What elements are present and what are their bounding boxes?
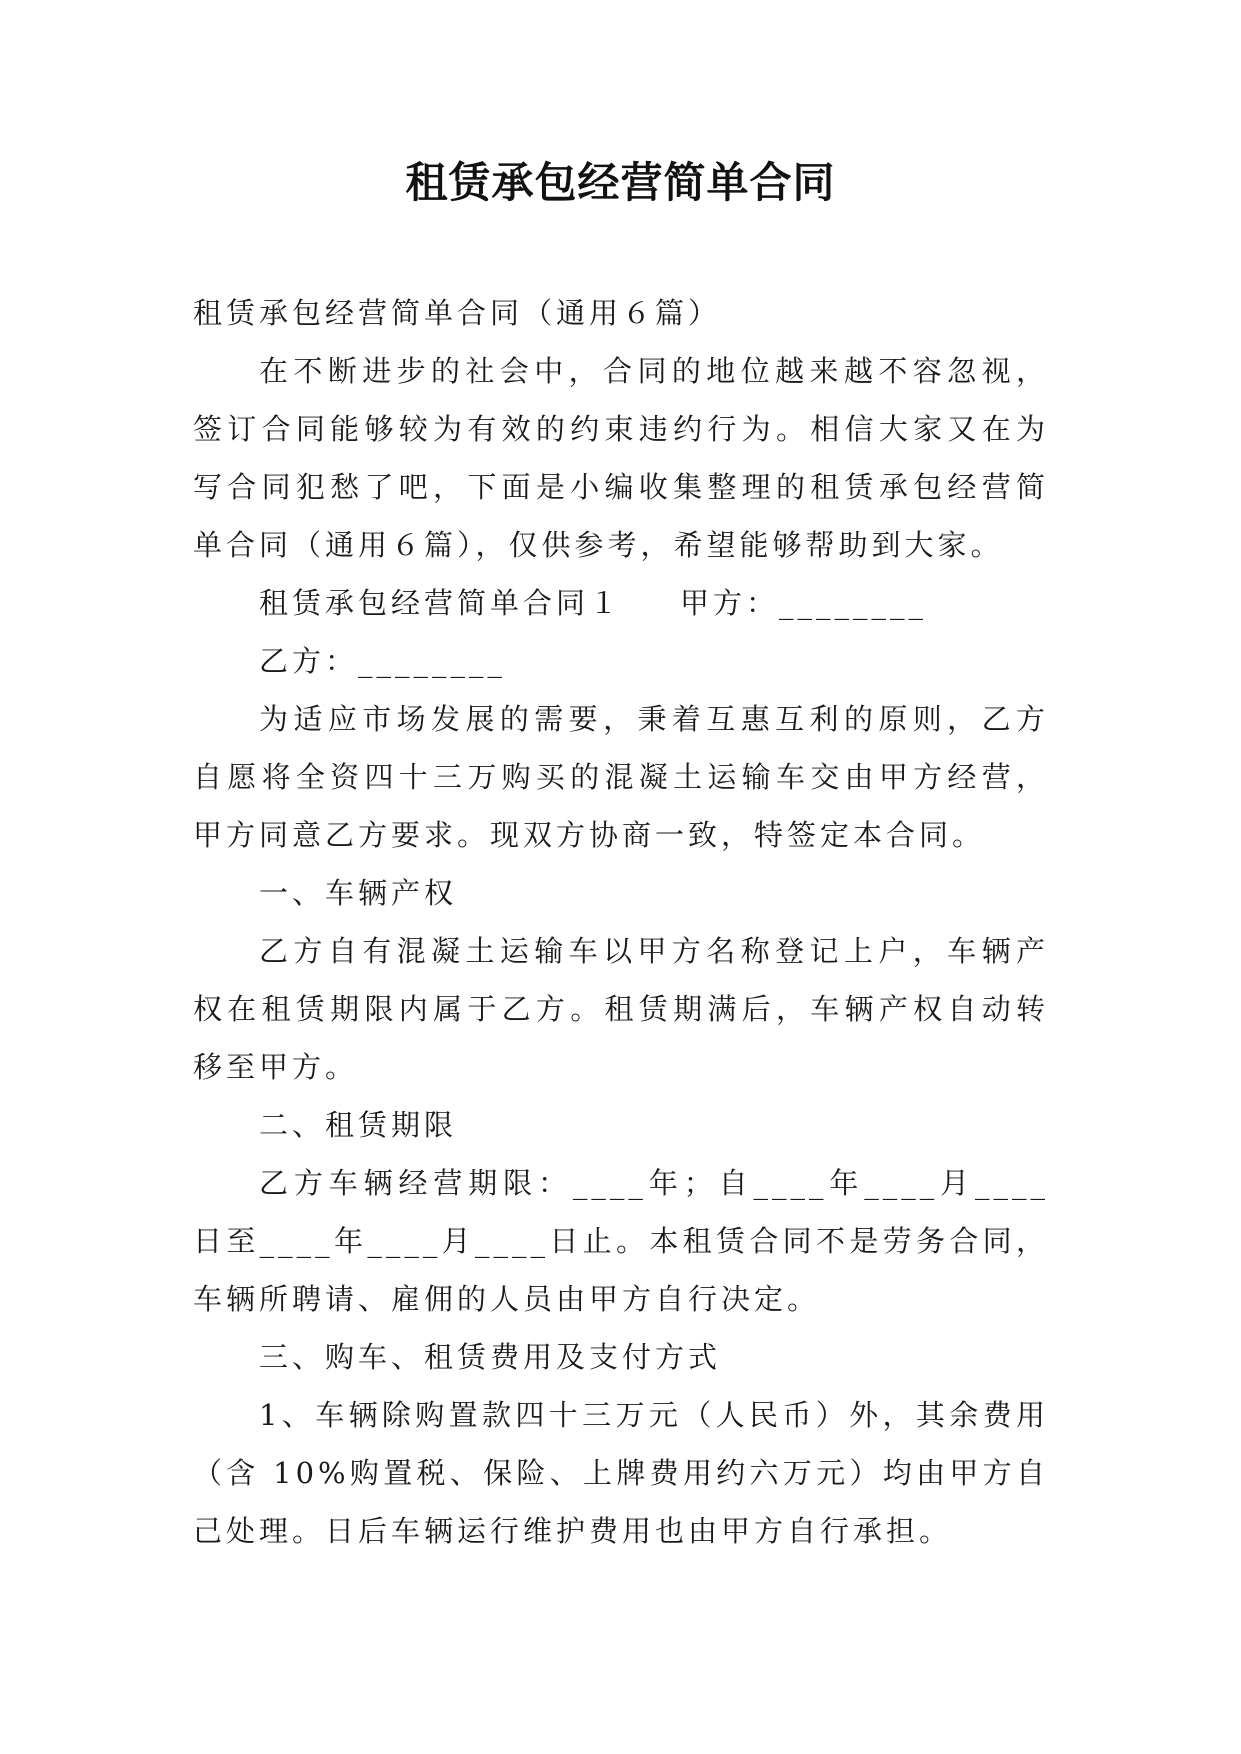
document-title: 租赁承包经营简单合同 — [405, 158, 836, 207]
section2-heading: 二、租赁期限 — [259, 1108, 458, 1142]
purpose-paragraph: 为适应市场发展的需要，秉着互惠互利的原则，乙方自愿将全资四十三万购买的混凝土运输车交由甲方经营，甲方同意乙方要求。现双方协商一致，特签定本合同。 — [193, 702, 1049, 852]
document-subtitle: 租赁承包经营简单合同（通用６篇） — [193, 296, 722, 330]
section3-item1: 1、车辆除购置款四十三万元（人民币）外，其余费用（含 10%购置税、保险、上牌费用约六万元）均由甲方自己处理。日后车辆运行维护费用也由甲方自行承担。 — [193, 1398, 1049, 1548]
section1-paragraph: 乙方自有混凝土运输车以甲方名称登记上户，车辆产权在租赁期限内属于乙方。租赁期满后，车辆产权自动转移至甲方。 — [193, 934, 1049, 1084]
contract-heading-line — [193, 574, 1049, 632]
section3-heading: 三、购车、租赁费用及支付方式 — [259, 1340, 722, 1374]
section1-heading: 一、车辆产权 — [259, 876, 458, 910]
party-a-line: 甲方：________ — [680, 586, 928, 620]
party-b-line: 乙方：________ — [259, 644, 507, 678]
intro-paragraph: 在不断进步的社会中，合同的地位越来越不容忽视，签订合同能够较为有效的约束违约行为。相信大家又在为写合同犯愁了吧，下面是小编收集整理的租赁承包经营简单合同（通用６篇），仅供参考，希望能够帮助到大家。 — [193, 354, 1049, 562]
contract-heading: 租赁承包经营简单合同１ — [259, 586, 623, 620]
document-body — [193, 284, 1049, 1560]
section2-paragraph: 乙方车辆经营期限：____年；自____年____月____日至____年____月____日止。本租赁合同不是劳务合同，车辆所聘请、雇佣的人员由甲方自行决定。 — [193, 1166, 1049, 1316]
